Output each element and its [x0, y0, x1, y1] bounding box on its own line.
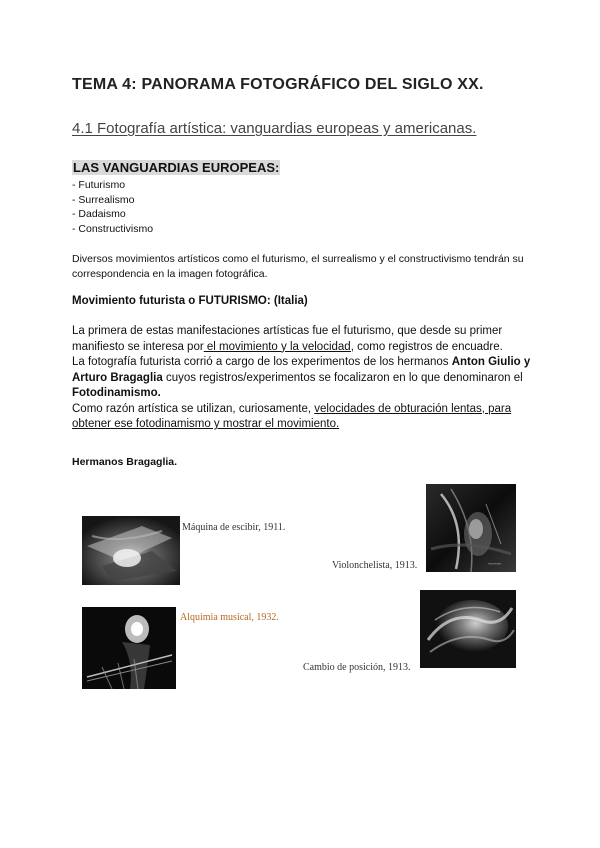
caption-cambio: Cambio de posición, 1913.	[303, 662, 411, 673]
bragaglia-names: Anton Giulio y Arturo Bragaglia	[72, 356, 531, 384]
fotodinamismo-term: Fotodinamismo.	[72, 387, 161, 399]
shutter-emphasis: velocidades de obturación lentas, para obtener ese fotodinamismo y mostrar el movimiento.	[72, 402, 512, 430]
list-item: - Futurismo	[72, 179, 126, 191]
photo-violonchelista	[426, 484, 516, 572]
movement-emphasis: el movimiento y la velocidad,	[203, 340, 354, 353]
list-item: - Surrealismo	[72, 193, 135, 206]
futurism-text: cuyos registros/experimentos se focalizaron en lo que denominaron el	[162, 371, 523, 384]
futurism-heading: Movimiento futurista o FUTURISMO: (Italia)	[72, 295, 308, 307]
list-item: - Dadaismo	[72, 208, 126, 220]
vanguardias-list	[72, 178, 153, 236]
list-item: - Constructivismo	[72, 222, 154, 235]
photo-cambio-de-posicion	[420, 590, 516, 668]
futurism-text: La primera de estas manifestaciones artísticas fue el futurismo, que desde su primer manifiesto se interesa por	[72, 325, 503, 353]
document-title: TEMA 4: PANORAMA FOTOGRÁFICO DEL SIGLO XX.	[72, 76, 484, 93]
photo-maquina-de-escribir	[82, 516, 180, 585]
caption-maquina: Máquina de escibir, 1911.	[182, 522, 286, 533]
svg-text:~~~~: ~~~~	[488, 562, 501, 568]
bragaglia-heading: Hermanos Bragaglia.	[72, 456, 178, 468]
caption-alquimia: Alquimia musical, 1932.	[180, 612, 279, 623]
section-subtitle: 4.1 Fotografía artística: vanguardias europeas y americanas.	[72, 120, 477, 137]
intro-paragraph: Diversos movimientos artísticos como el futurismo, el surrealismo y el constructivismo tendrán su correspondencia en la imagen fotográfica.	[72, 253, 524, 280]
futurism-text: como registros de encuadre.	[353, 340, 503, 353]
futurism-text: Como razón artística se utilizan, curiosamente,	[72, 402, 315, 415]
futurism-paragraph	[72, 324, 542, 433]
futurism-text: La fotografía futurista corrió a cargo de los experimentos de los hermanos	[72, 356, 452, 368]
vanguardias-heading: LAS VANGUARDIAS EUROPEAS:	[73, 160, 280, 175]
caption-violonchelista: Violonchelista, 1913.	[332, 560, 418, 571]
photo-alquimia-musical	[82, 607, 176, 689]
